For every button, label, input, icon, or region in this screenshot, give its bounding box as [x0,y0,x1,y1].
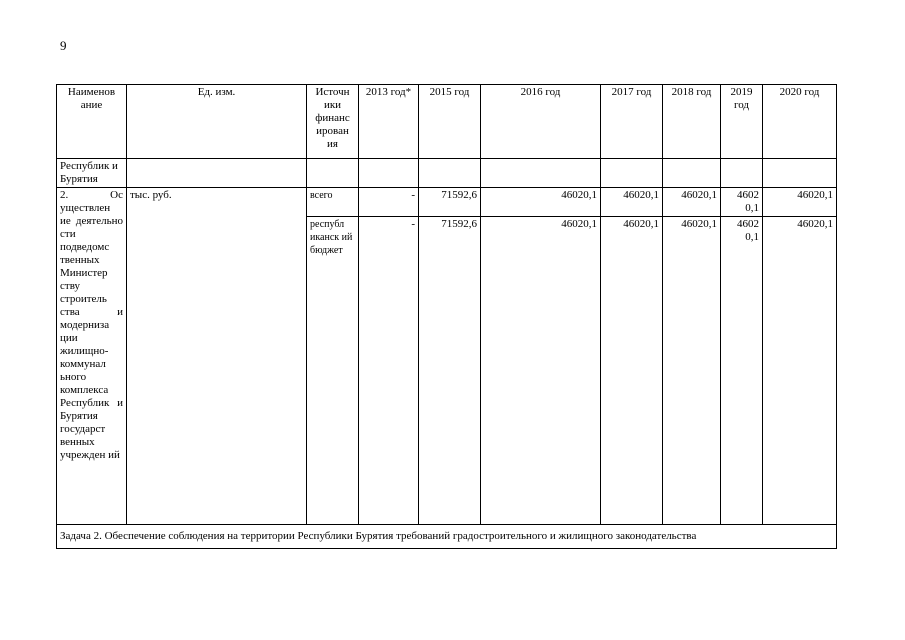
header-2018: 2018 год [663,85,721,159]
value-2016: 46020,1 [481,188,601,217]
header-unit: Ед. изм. [127,85,307,159]
header-2020: 2020 год [763,85,837,159]
value-2015: 71592,6 [419,188,481,217]
item-unit: тыс. руб. [127,188,307,525]
value-2018: 46020,1 [663,217,721,525]
header-source: Источн ики финанс ирован ия [307,85,359,159]
value-2017: 46020,1 [601,217,663,525]
value-2019: 4602 0,1 [721,217,763,525]
header-2015: 2015 год [419,85,481,159]
header-name: Наименов ание [57,85,127,159]
header-2013: 2013 год* [359,85,419,159]
value-2020: 46020,1 [763,217,837,525]
value-2017: 46020,1 [601,188,663,217]
header-2016: 2016 год [481,85,601,159]
source-cell: республ иканск ий бюджет [307,217,359,525]
header-2017: 2017 год [601,85,663,159]
header-2019: 2019 год [721,85,763,159]
region-name: Республик и Бурятия [57,159,127,188]
value-2013: - [359,217,419,525]
value-2019: 4602 0,1 [721,188,763,217]
value-2016: 46020,1 [481,217,601,525]
source-cell: всего [307,188,359,217]
value-2020: 46020,1 [763,188,837,217]
value-2013: - [359,188,419,217]
item-name: 2. Ос уществлен ие деятельно сти подведомс твенных Министер ству строитель ства и модерниза ции жилищно-коммунал ьного комплекса Республик и Бурятия государст венных учрежден ий [57,188,127,525]
value-2015: 71592,6 [419,217,481,525]
page-number: 9 [60,38,67,53]
table-row [57,188,837,217]
region-row [57,159,837,188]
finance-table [56,84,837,549]
value-2018: 46020,1 [663,188,721,217]
header-row [57,85,837,159]
task-row [57,525,837,549]
task-text: Задача 2. Обеспечение соблюдения на территории Республики Бурятия требований градостроительного и жилищного законодательства [57,525,837,549]
